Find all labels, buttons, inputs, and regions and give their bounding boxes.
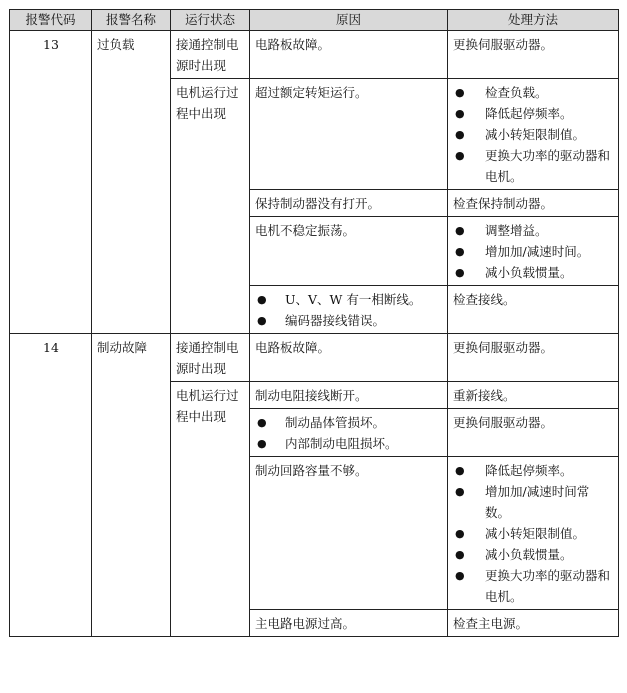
list-item: ● 调整增益。 bbox=[453, 220, 614, 241]
list-item: ● 制动晶体管损坏。 bbox=[255, 412, 443, 433]
run-state: 接通控制电源时出现 bbox=[171, 334, 250, 382]
list-item: ● 减小转矩限制值。 bbox=[453, 124, 614, 145]
header-action: 处理方法 bbox=[448, 10, 619, 31]
action-cell: 检查接线。 bbox=[448, 286, 619, 334]
cause-cell: 主电路电源过高。 bbox=[250, 610, 448, 637]
cause-cell: 电路板故障。 bbox=[250, 31, 448, 79]
alarm-name: 过负载 bbox=[92, 31, 171, 334]
cause-cell: 制动电阻接线断开。 bbox=[250, 382, 448, 409]
list-item: ● 更换大功率的驱动器和电机。 bbox=[453, 565, 614, 607]
header-state: 运行状态 bbox=[171, 10, 250, 31]
list-item: ● 减小负载惯量。 bbox=[453, 262, 614, 283]
list-item: ● 编码器接线错误。 bbox=[255, 310, 443, 331]
action-cell: 更换伺服驱动器。 bbox=[448, 334, 619, 382]
cause-cell: 制动回路容量不够。 bbox=[250, 457, 448, 610]
action-cell bbox=[448, 79, 619, 190]
cause-cell: 电机不稳定振荡。 bbox=[250, 217, 448, 286]
action-cell: 检查保持制动器。 bbox=[448, 190, 619, 217]
action-cell: 更换伺服驱动器。 bbox=[448, 31, 619, 79]
action-cell bbox=[448, 457, 619, 610]
action-cell: 重新接线。 bbox=[448, 382, 619, 409]
run-state: 电机运行过程中出现 bbox=[171, 79, 250, 334]
alarm-code: 14 bbox=[10, 334, 92, 637]
list-item: ● 检查负载。 bbox=[453, 82, 614, 103]
action-cell: 更换伺服驱动器。 bbox=[448, 409, 619, 457]
action-cell bbox=[448, 217, 619, 286]
cause-cell: 保持制动器没有打开。 bbox=[250, 190, 448, 217]
list-item: ● 更换大功率的驱动器和电机。 bbox=[453, 145, 614, 187]
list-item: ● 减小转矩限制值。 bbox=[453, 523, 614, 544]
list-item: ● U、V、W 有一相断线。 bbox=[255, 289, 443, 310]
cause-cell bbox=[250, 286, 448, 334]
list-item: ● 降低起停频率。 bbox=[453, 103, 614, 124]
header-cause: 原因 bbox=[250, 10, 448, 31]
list-item: ● 降低起停频率。 bbox=[453, 460, 614, 481]
list-item: ● 增加加/减速时间。 bbox=[453, 241, 614, 262]
action-cell: 检查主电源。 bbox=[448, 610, 619, 637]
alarm-name: 制动故障 bbox=[92, 334, 171, 637]
run-state: 接通控制电源时出现 bbox=[171, 31, 250, 79]
cause-cell: 超过额定转矩运行。 bbox=[250, 79, 448, 190]
list-item: ● 减小负载惯量。 bbox=[453, 544, 614, 565]
alarm-table bbox=[9, 9, 619, 637]
cause-cell bbox=[250, 409, 448, 457]
alarm-code: 13 bbox=[10, 31, 92, 334]
table-row bbox=[10, 31, 619, 79]
list-item: ● 内部制动电阻损坏。 bbox=[255, 433, 443, 454]
list-item: ● 增加加/减速时间常数。 bbox=[453, 481, 614, 523]
table-row bbox=[10, 334, 619, 382]
header-code: 报警代码 bbox=[10, 10, 92, 31]
table-header-row bbox=[10, 10, 619, 31]
cause-cell: 电路板故障。 bbox=[250, 334, 448, 382]
header-name: 报警名称 bbox=[92, 10, 171, 31]
run-state: 电机运行过程中出现 bbox=[171, 382, 250, 637]
